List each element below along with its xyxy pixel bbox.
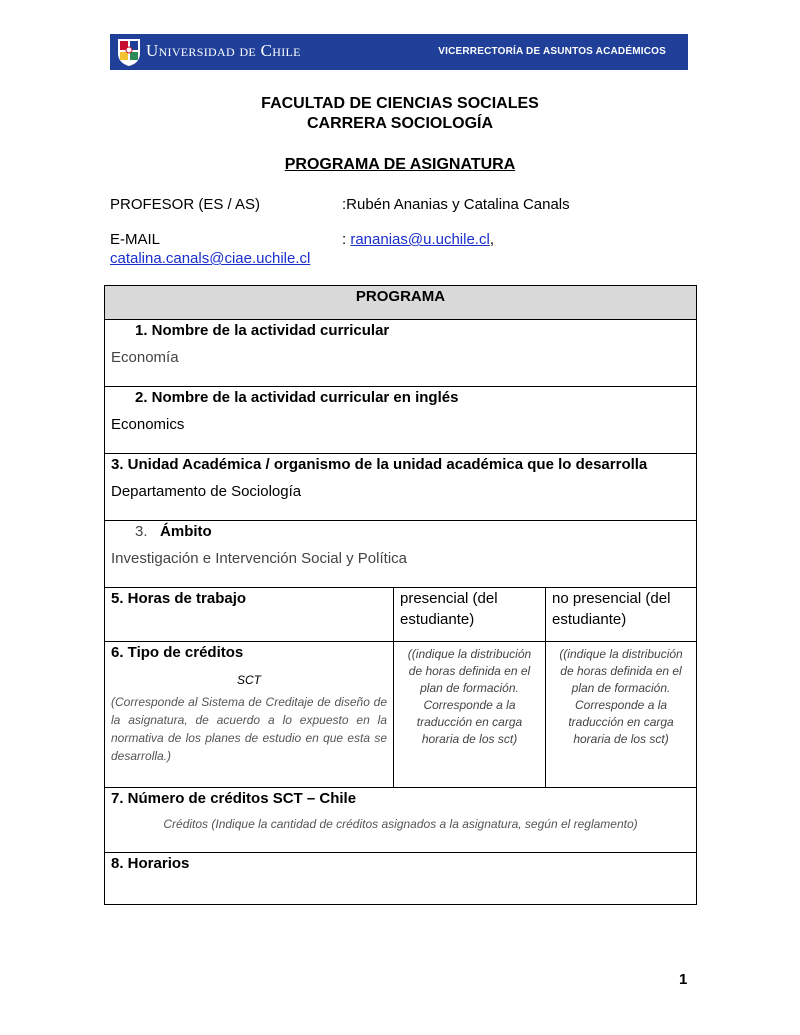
section-6-title: 6. Tipo de créditos [111,644,244,661]
section-2-value: Economics [111,416,185,433]
header-banner [110,34,688,70]
page-number: 1 [679,971,688,988]
email-line [342,231,494,248]
section-hours [105,588,394,642]
hours-presencial: presencial (del estudiante) [394,588,546,642]
email-comma: , [489,231,494,248]
section-academic-unit [105,454,697,521]
section-2-title: 2. Nombre de la actividad curricular en inglés [135,389,459,406]
credit-no-presencial-note: ((indique la distribución de horas definida en el plan de formación. Corresponde a la traducción en carga horaria de los sct) [546,642,697,788]
credit-type-sct: SCT [237,673,261,687]
section-7-title: 7. Número de créditos SCT – Chile [111,790,357,807]
profesor-label: PROFESOR (ES / AS) [110,196,261,213]
section-activity-name [105,320,697,387]
hours-no-presencial: no presencial (del estudiante) [546,588,697,642]
section-5-title: 5. Horas de trabajo [111,590,247,607]
email-link-rananias[interactable]: rananias@u.uchile.cl [350,231,490,248]
program-title: PROGRAMA DE ASIGNATURA [284,156,516,173]
email-link-canals[interactable]: catalina.canals@ciae.uchile.cl [110,250,311,267]
section-1-value: Economía [111,349,179,366]
section-credit-type [105,642,394,788]
section-1-title: 1. Nombre de la actividad curricular [135,322,390,339]
credit-type-note: (Corresponde al Sistema de Creditaje de diseño de la asignatura, de acuerdo a lo expuesto en la normativa de los planes de estudio en que esta se desarrolla.) [111,695,387,763]
section-4-value: Investigación e Intervención Social y Política [111,550,407,567]
program-header: PROGRAMA [105,286,697,320]
career-title: CARRERA SOCIOLOGÍA [306,115,494,132]
email-label: E-MAIL [110,231,161,248]
section-4-title: Ámbito [160,523,212,540]
university-name: Universidad de Chile [146,41,301,60]
section-ambito [105,521,697,588]
profesor-value: :Rubén Ananias y Catalina Canals [342,196,570,213]
section-7-note: Créditos (Indique la cantidad de créditos asignados a la asignatura, según el reglamento) [163,817,638,831]
vicerrectoria-label: VICERRECTORÍA DE ASUNTOS ACADÉMICOS [438,46,666,57]
faculty-title: FACULTAD DE CIENCIAS SOCIALES [261,95,539,112]
program-table [104,285,697,905]
section-activity-name-english [105,387,697,454]
section-3-value: Departamento de Sociología [111,483,302,500]
section-3-title: 3. Unidad Académica / organismo de la unidad académica que lo desarrolla [111,456,648,473]
section-4-number: 3. [135,523,148,540]
section-schedule [105,853,697,905]
university-shield-icon [116,37,142,67]
section-credit-number [105,788,697,853]
credit-presencial-note: ((indique la distribución de horas definida en el plan de formación. Corresponde a la traducción en carga horaria de los sct) [394,642,546,788]
email-separator: : [342,231,351,248]
section-8-title: 8. Horarios [111,855,190,872]
